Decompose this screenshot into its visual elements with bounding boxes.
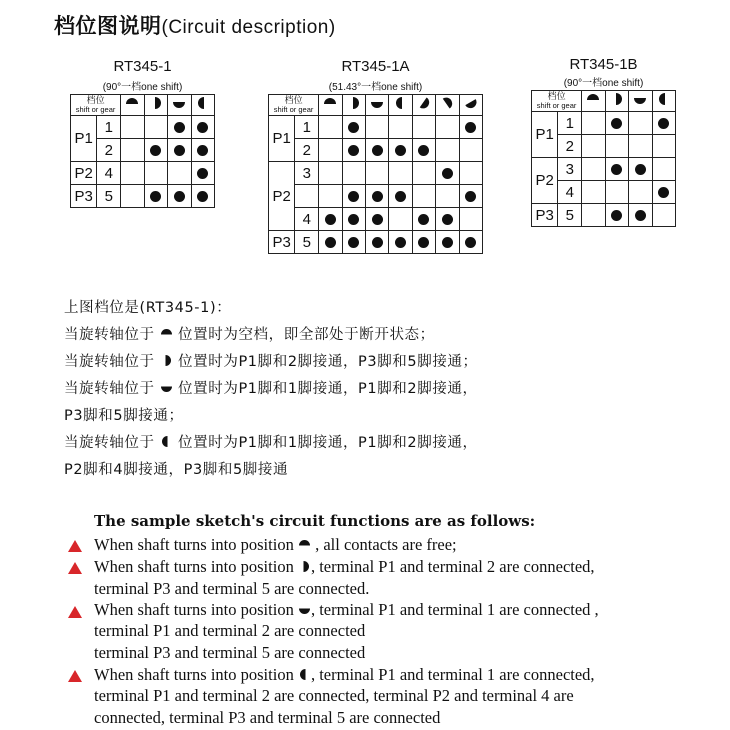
contact-dot	[348, 145, 359, 156]
contact-cell	[121, 139, 144, 162]
contact-dot	[395, 237, 406, 248]
position-header-cell	[582, 91, 605, 112]
terminal-number: 2	[558, 135, 582, 158]
position-header-cell	[652, 91, 675, 112]
contact-cell	[389, 162, 412, 185]
contact-cell	[342, 139, 365, 162]
contact-dot	[150, 145, 161, 156]
contact-dot	[611, 210, 622, 221]
contact-cell	[582, 135, 605, 158]
position-header-cell	[412, 95, 435, 116]
contact-cell	[121, 162, 144, 185]
table-row	[71, 185, 215, 208]
contact-cell	[191, 116, 214, 139]
contact-dot	[465, 122, 476, 133]
triangle-bullet-icon	[68, 562, 82, 574]
contact-dot	[395, 191, 406, 202]
cn-line-6: 当旋转轴位于 位置时为P1脚和1脚接通，P1脚和2脚接通，	[64, 435, 478, 451]
right-half-icon	[298, 558, 311, 578]
contact-cell	[389, 231, 412, 254]
contact-cell	[144, 185, 167, 208]
contact-cell	[342, 116, 365, 139]
contact-cell	[412, 139, 435, 162]
contact-cell	[459, 116, 483, 139]
header-gear-cell	[532, 91, 582, 112]
contact-cell	[319, 162, 342, 185]
contact-dot	[418, 214, 429, 225]
contact-cell	[582, 158, 605, 181]
header-gear-cn: 档位	[86, 95, 105, 105]
contact-cell	[168, 139, 191, 162]
contact-cell	[459, 208, 483, 231]
contact-cell	[412, 162, 435, 185]
en-bullet-3-cont: terminal P1 and terminal 2 are connected	[94, 621, 366, 640]
table-row	[71, 116, 215, 139]
group-label: P3	[269, 231, 295, 254]
terminal-number: 5	[558, 204, 582, 227]
position-header-cell	[389, 95, 412, 116]
table-row	[269, 231, 483, 254]
table-row	[532, 204, 676, 227]
contact-cell	[319, 116, 342, 139]
contact-dot	[325, 214, 336, 225]
table-name: RT345-1B	[569, 56, 638, 73]
position-header-cell	[459, 95, 483, 116]
contact-dot	[635, 210, 646, 221]
contact-cell	[319, 139, 342, 162]
table-subtitle: (90°一档one shift)	[563, 78, 644, 89]
contact-dot	[611, 164, 622, 175]
group-label: P3	[532, 204, 558, 227]
cn-line-5: P3脚和5脚接通；	[64, 408, 184, 424]
contact-dot	[418, 237, 429, 248]
contact-dot	[395, 145, 406, 156]
table-row	[269, 116, 483, 139]
contact-cell	[365, 116, 388, 139]
contact-cell	[121, 116, 144, 139]
triangle-bullet-icon	[68, 606, 82, 618]
header-gear-cell	[269, 95, 319, 116]
contact-dot	[442, 168, 453, 179]
contact-cell	[365, 185, 388, 208]
triangle-bullet-icon	[68, 670, 82, 682]
contact-dot	[197, 122, 208, 133]
cn-line-7: P2脚和4脚接通，P3脚和5脚接通	[64, 462, 289, 478]
contact-dot	[348, 122, 359, 133]
group-label: P2	[532, 158, 558, 204]
contact-dot	[348, 237, 359, 248]
title-en: (Circuit description)	[161, 17, 336, 38]
contact-cell	[168, 116, 191, 139]
switch-table	[70, 94, 215, 208]
group-label: P1	[532, 112, 558, 158]
contact-cell	[459, 185, 483, 208]
terminal-number: 5	[97, 185, 121, 208]
contact-dot	[174, 122, 185, 133]
contact-dot	[372, 145, 383, 156]
contact-dot	[442, 237, 453, 248]
table-row	[532, 112, 676, 135]
terminal-number: 4	[558, 181, 582, 204]
position-header-cell	[605, 91, 628, 112]
en-bullet-4: When shaft turns into position , terminal P1 and terminal 1 are connected,	[94, 665, 595, 686]
contact-cell	[436, 162, 459, 185]
contact-cell	[605, 204, 628, 227]
bottom-half-icon	[370, 96, 384, 114]
contact-dot	[372, 237, 383, 248]
contact-cell	[191, 185, 214, 208]
contact-dot	[611, 118, 622, 129]
contact-dot	[635, 164, 646, 175]
terminal-number: 1	[295, 116, 319, 139]
contact-cell	[365, 208, 388, 231]
contact-cell	[342, 208, 365, 231]
contact-cell	[629, 112, 652, 135]
contact-cell	[582, 112, 605, 135]
contact-cell	[436, 139, 459, 162]
contact-cell	[342, 185, 365, 208]
contact-cell	[582, 204, 605, 227]
contact-dot	[348, 214, 359, 225]
left-half-icon	[657, 92, 671, 110]
terminal-number: 2	[295, 139, 319, 162]
contact-cell	[436, 185, 459, 208]
group-label: P2	[71, 162, 97, 185]
top-half-icon	[298, 536, 311, 556]
position-header-cell	[121, 95, 144, 116]
contact-dot	[418, 145, 429, 156]
position-header-cell	[144, 95, 167, 116]
tilt-c-icon	[464, 96, 478, 114]
contact-dot	[197, 145, 208, 156]
contact-cell	[412, 208, 435, 231]
contact-cell	[436, 116, 459, 139]
contact-cell	[191, 139, 214, 162]
cn-line-3: 当旋转轴位于 位置时为P1脚和2脚接通，P3脚和5脚接通；	[64, 354, 478, 370]
group-label: P2	[269, 162, 295, 231]
contact-cell	[412, 185, 435, 208]
en-bullet-4-cont: terminal P1 and terminal 2 are connected, terminal P2 and terminal 4 are	[94, 686, 574, 705]
en-bullet-3-cont2: terminal P3 and terminal 5 are connected	[94, 643, 366, 662]
contact-cell	[605, 181, 628, 204]
left-half-icon	[394, 96, 408, 114]
contact-cell	[168, 185, 191, 208]
contact-cell	[459, 231, 483, 254]
top-half-icon	[125, 96, 139, 114]
cn-line-2: 当旋转轴位于 位置时为空档，即全部处于断开状态；	[64, 327, 435, 343]
contact-cell	[389, 116, 412, 139]
tilt-b-icon	[440, 96, 454, 114]
table-row	[269, 208, 483, 231]
contact-dot	[442, 214, 453, 225]
contact-dot	[465, 191, 476, 202]
terminal-number: 5	[295, 231, 319, 254]
terminal-number: 4	[97, 162, 121, 185]
header-gear-en: shift or gear	[75, 105, 116, 114]
contact-cell	[389, 208, 412, 231]
contact-cell	[412, 116, 435, 139]
group-label: P3	[71, 185, 97, 208]
contact-cell	[605, 112, 628, 135]
contact-cell	[652, 135, 675, 158]
contact-cell	[629, 181, 652, 204]
contact-dot	[150, 191, 161, 202]
contact-cell	[652, 181, 675, 204]
table-name: RT345-1A	[341, 58, 410, 75]
triangle-bullet-icon	[68, 540, 82, 552]
contact-cell	[319, 208, 342, 231]
bottom-half-icon	[298, 601, 311, 621]
en-bullet-4-cont2: connected, terminal P3 and terminal 5 are connected	[94, 708, 441, 727]
top-half-icon	[160, 327, 173, 344]
right-half-icon	[149, 96, 163, 114]
en-bullet-1: When shaft turns into position , all contacts are free;	[94, 535, 457, 556]
table-rt345-1b	[531, 56, 676, 246]
contact-cell	[459, 139, 483, 162]
contact-cell	[191, 162, 214, 185]
terminal-number: 3	[295, 162, 319, 185]
contact-dot	[174, 191, 185, 202]
left-half-icon	[160, 435, 173, 452]
cn-line-1: 上图档位是(RT345-1)：	[64, 300, 232, 316]
contact-dot	[658, 187, 669, 198]
bottom-half-icon	[160, 381, 173, 398]
contact-cell	[605, 158, 628, 181]
en-bullet-2: When shaft turns into position , terminal P1 and terminal 2 are connected,	[94, 557, 595, 578]
terminal-number: 1	[97, 116, 121, 139]
contact-cell	[319, 231, 342, 254]
contact-dot	[658, 118, 669, 129]
terminal-number: 3	[558, 158, 582, 181]
contact-cell	[652, 158, 675, 181]
contact-dot	[174, 145, 185, 156]
header-gear-en: shift or gear	[273, 105, 314, 114]
contact-cell	[629, 158, 652, 181]
right-half-icon	[160, 354, 173, 371]
right-half-icon	[610, 92, 624, 110]
position-header-cell	[342, 95, 365, 116]
table-rt345-1a	[268, 58, 483, 273]
page-title	[54, 10, 336, 40]
position-header-cell	[168, 95, 191, 116]
contact-cell	[365, 231, 388, 254]
right-half-icon	[347, 96, 361, 114]
contact-cell	[389, 185, 412, 208]
contact-dot	[372, 191, 383, 202]
en-bullet-2-cont: terminal P3 and terminal 5 are connected.	[94, 579, 370, 598]
bottom-half-icon	[633, 92, 647, 110]
switch-table	[268, 94, 483, 254]
contact-cell	[389, 139, 412, 162]
contact-dot	[197, 168, 208, 179]
contact-cell	[342, 162, 365, 185]
table-name: RT345-1	[113, 58, 172, 75]
contact-dot	[465, 237, 476, 248]
table-row	[269, 139, 483, 162]
contact-cell	[144, 162, 167, 185]
position-header-cell	[191, 95, 214, 116]
contact-cell	[652, 112, 675, 135]
terminal-number	[295, 185, 319, 208]
bottom-half-icon	[172, 96, 186, 114]
contact-dot	[197, 191, 208, 202]
contact-cell	[582, 181, 605, 204]
contact-cell	[144, 116, 167, 139]
group-label: P1	[71, 116, 97, 162]
contact-dot	[348, 191, 359, 202]
position-header-cell	[365, 95, 388, 116]
table-rt345-1	[70, 58, 215, 223]
contact-cell	[168, 162, 191, 185]
contact-cell	[605, 135, 628, 158]
title-cn: 档位图说明	[54, 14, 162, 38]
terminal-number: 1	[558, 112, 582, 135]
top-half-icon	[323, 96, 337, 114]
contact-cell	[436, 208, 459, 231]
contact-cell	[319, 185, 342, 208]
header-gear-en: shift or gear	[536, 101, 577, 110]
contact-cell	[121, 185, 144, 208]
contact-dot	[372, 214, 383, 225]
table-subtitle: (51.43°一档one shift)	[328, 82, 423, 93]
table-row	[71, 162, 215, 185]
header-gear-cell	[71, 95, 121, 116]
table-subtitle: (90°一档one shift)	[102, 82, 183, 93]
table-row	[269, 185, 483, 208]
terminal-number: 4	[295, 208, 319, 231]
contact-cell	[629, 204, 652, 227]
contact-cell	[365, 162, 388, 185]
terminal-number: 2	[97, 139, 121, 162]
contact-cell	[144, 139, 167, 162]
contact-cell	[652, 204, 675, 227]
header-gear-cn: 档位	[284, 95, 303, 105]
top-half-icon	[586, 92, 600, 110]
position-header-cell	[319, 95, 342, 116]
cn-line-4: 当旋转轴位于 位置时为P1脚和1脚接通，P1脚和2脚接通，	[64, 381, 478, 397]
switch-table	[531, 90, 676, 227]
position-header-cell	[436, 95, 459, 116]
left-half-icon	[196, 96, 210, 114]
en-section-title: The sample sketch's circuit functions are as follows:	[94, 512, 536, 530]
contact-cell	[342, 231, 365, 254]
contact-cell	[459, 162, 483, 185]
contact-cell	[365, 139, 388, 162]
table-row	[532, 158, 676, 181]
header-gear-cn: 档位	[547, 91, 566, 101]
en-bullet-3: When shaft turns into position , terminal P1 and terminal 1 are connected ,	[94, 600, 599, 621]
table-row	[269, 162, 483, 185]
contact-cell	[629, 135, 652, 158]
position-header-cell	[629, 91, 652, 112]
contact-dot	[325, 237, 336, 248]
tilt-a-icon	[417, 96, 431, 114]
left-half-icon	[298, 666, 311, 686]
contact-cell	[436, 231, 459, 254]
contact-cell	[412, 231, 435, 254]
group-label: P1	[269, 116, 295, 162]
